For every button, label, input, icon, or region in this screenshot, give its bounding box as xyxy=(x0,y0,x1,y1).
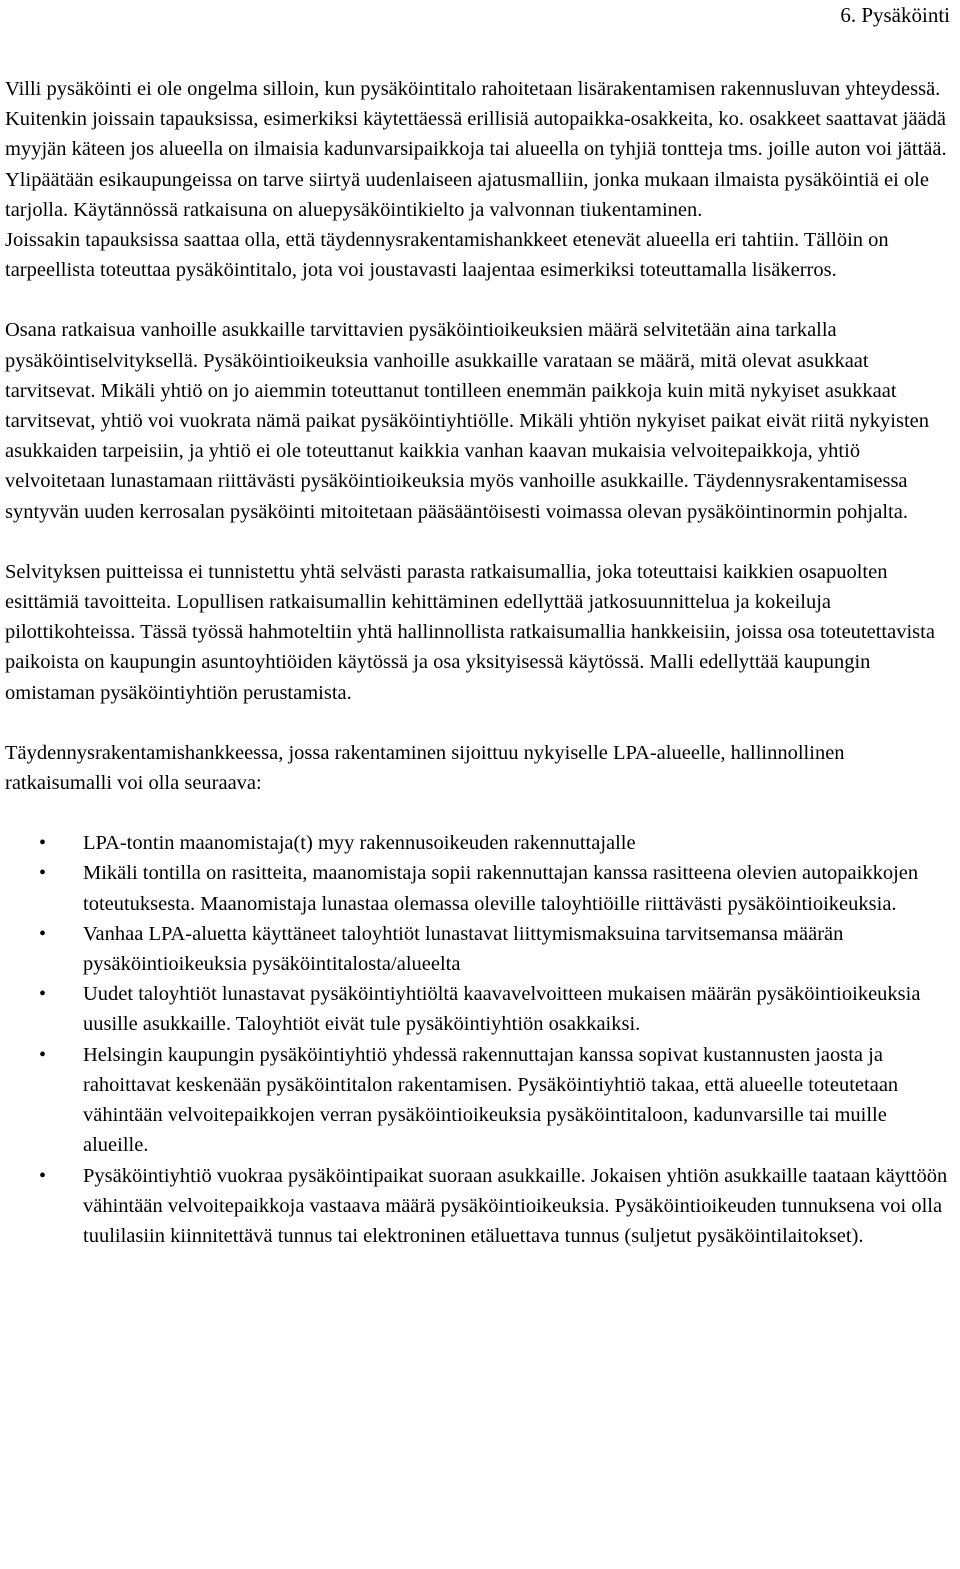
body-text xyxy=(5,74,955,1251)
paragraph-pysakointioikeudet: Osana ratkaisua vanhoille asukkaille tarvittavien pysäköintioikeuksien määrä selvitetään aina tarkalla pysäköintiselvityksellä. Pysäköintioikeuksia vanhoille asukkaille varataan se määrä, mitä olevat asukkaat tarvitsevat. Mikäli yhtiö on jo aiemmin toteuttanut tontilleen enemmän paikkoja kuin mitä nykyiset asukkaat tarvitsevat, yhtiö voi vuokrata nämä paikat pysäköintiyhtiölle. Mikäli yhtiön nykyiset paikat eivät riitä nykyisten asukkaiden tarpeisiin, ja yhtiö ei ole toteuttanut kaikkia vanhan kaavan mukaisia velvoitepaikkoja, yhtiö velvoitetaan lunastamaan riittävästi pysäköintioikeuksia myös vanhoille asukkaille. Täydennysrakentamisessa syntyvän uuden kerrosalan pysäköinti mitoitetaan pääsääntöisesti voimassa olevan pysäköintinormin pohjalta. xyxy=(5,319,930,523)
list-item xyxy=(5,828,955,858)
list-item-text: Helsingin kaupungin pysäköintiyhtiö yhdessä rakennuttajan kanssa sopivat kustannusten jaosta ja rahoittavat keskenään pysäköintitalon rakentamisen. Pysäköintiyhtiö takaa, että alueelle toteutetaan vähintään velvoitepaikkojen verran pysäköintioikeuksia pysäköintitaloon, kadunvarsille tai muille alueille. xyxy=(83,1043,899,1157)
list-gap xyxy=(5,798,955,828)
bullet-icon: • xyxy=(39,1043,47,1066)
list-item-text: Pysäköintiyhtiö vuokraa pysäköintipaikat suoraan asukkaille. Jokaisen yhtiön asukkaille taataan käyttöön vähintään velvoitepaikkoja vastaava määrä pysäköintioikeuksia. Pysäköintioikeuden tunnuksena voi olla tuulilasiin kiinnitettävä tunnus tai elektroninen etäluettava tunnus (suljetut pysäköintilaitokset). xyxy=(83,1164,948,1247)
list-item xyxy=(5,858,955,918)
bullet-icon: • xyxy=(39,922,47,945)
running-header: 6. Pysäköinti xyxy=(840,3,950,27)
paragraph-ratkaisumalli: Selvityksen puitteissa ei tunnistettu yhtä selvästi parasta ratkaisumallia, joka toteuttaisi kaikkien osapuolten esittämiä tavoitteita. Lopullisen ratkaisumallin kehittäminen edellyttää jatkosuunnittelua ja kokeiluja pilottikohteissa. Tässä työssä hahmoteltiin yhtä hallinnollista ratkaisumallia hankkeisiin, joissa osa toteutettavista paikoista on kaupungin asuntoyhtiöiden käytössä ja osa yksityisessä käytössä. Malli edellyttää kaupungin omistaman pysäköintiyhtiön perustamista. xyxy=(5,560,935,704)
list-item-text: Vanhaa LPA-aluetta käyttäneet taloyhtiöt lunastavat liittymismaksuina tarvitsemansa määrän pysäköintioikeuksia pysäköintitalosta/alueelta xyxy=(83,922,844,976)
list-item-text: Mikäli tontilla on rasitteita, maanomistaja sopii rakennuttajan kanssa rasitteena olevien autopaikkojen toteutuksesta. Maanomistaja lunastaa olemassa oleville taloyhtiöille riittävästi pysäköintioikeuksia. xyxy=(83,862,919,915)
paragraph-gap xyxy=(5,527,955,557)
paragraph-hallinnollinen-malli: Täydennysrakentamishankkeessa, jossa rakentaminen sijoittuu nykyiselle LPA-alueelle, hallinnollinen ratkaisumalli voi olla seuraava: xyxy=(5,741,845,795)
bullet-icon: • xyxy=(39,862,47,885)
paragraph-gap xyxy=(5,285,955,315)
paragraph-gap xyxy=(5,708,955,738)
list-item xyxy=(5,979,955,1039)
list-item xyxy=(5,1161,955,1252)
list-item-text: Uudet taloyhtiöt lunastavat pysäköintiyhtiöltä kaavavelvoitteen mukaisen määrän pysäköintioikeuksia uusille asukkaille. Taloyhtiöt eivät tule pysäköintiyhtiön osakkaiksi. xyxy=(83,983,921,1036)
list-item-text: LPA-tontin maanomistaja(t) myy rakennusoikeuden rakennuttajalle xyxy=(83,832,636,855)
bullet-icon: • xyxy=(39,983,47,1006)
paragraph-tahtiin: Joissakin tapauksissa saattaa olla, että täydennysrakentamishankkeet etenevät alueella eri tahtiin. Tällöin on tarpeellista toteuttaa pysäköintitalo, jota voi joustavasti laajentaa esimerkiksi toteuttamalla lisäkerros. xyxy=(5,229,889,282)
bullet-icon: • xyxy=(39,1164,47,1187)
bullet-list xyxy=(5,828,955,1251)
paragraph-villi-pysakointi: Villi pysäköinti ei ole ongelma silloin, kun pysäköintitalo rahoitetaan lisärakentamisen rakennusluvan yhteydessä. Kuitenkin joissain tapauksissa, esimerkiksi käytettäessä erillisiä autopaikka-osakkeita, ko. osakkeet saattavat jäädä myyjän käteen jos alueella on ilmaisia kadunvarsipaikkoja tai alueella on tyhjiä tontteja tms. joille auton voi jättää. Ylipäätään esikaupungeissa on tarve siirtyä uudenlaiseen ajatusmalliin, jonka mukaan ilmaista pysäköintiä ei ole tarjolla. Käytännössä ratkaisuna on aluepysäköintikielto ja valvonnan tiukentaminen. xyxy=(5,78,947,221)
list-item xyxy=(5,919,955,979)
bullet-icon: • xyxy=(39,832,47,855)
list-item xyxy=(5,1040,955,1161)
